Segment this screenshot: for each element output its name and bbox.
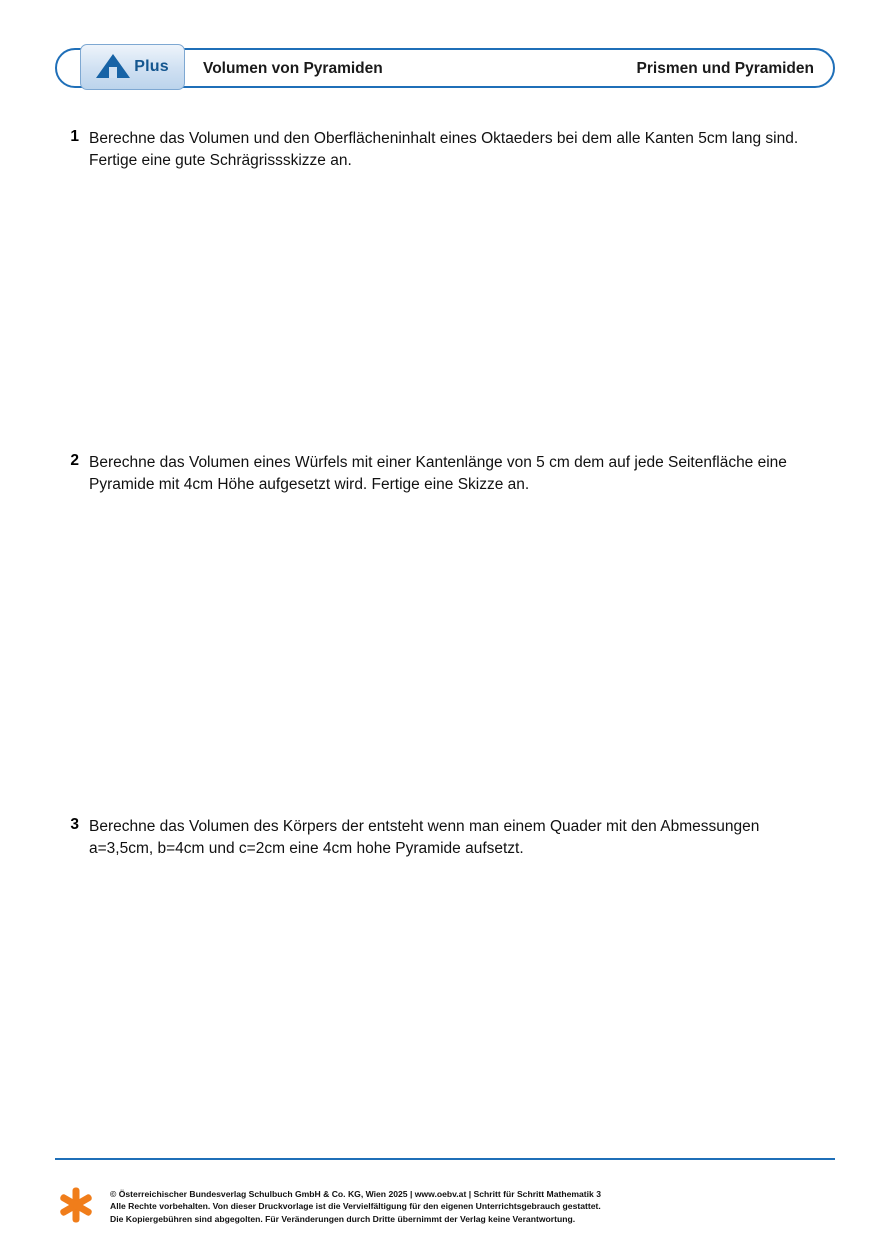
task-number: 2 xyxy=(70,452,79,469)
task-text: Berechne das Volumen eines Würfels mit einer Kantenlänge von 5 cm dem auf jede Seitenfläche eine Pyramide mit 4cm Höhe aufgesetzt wird. Fertige eine Skizze an. xyxy=(89,454,787,493)
task-number: 1 xyxy=(70,128,79,145)
star-burst-icon xyxy=(57,1186,95,1224)
task-text: Berechne das Volumen des Körpers der entsteht wenn man einem Quader mit den Abmessungen a=3,5cm, b=4cm und c=2cm eine 4cm hohe Pyramide aufsetzt. xyxy=(89,818,760,857)
plus-logo-label: Plus xyxy=(134,58,169,75)
chapter-title: Prismen und Pyramiden xyxy=(636,60,814,77)
footer-line-2: Alle Rechte vorbehalten. Von dieser Druckvorlage ist die Vervielfältigung für den eigenen Unterrichtsgebrauch gestattet. xyxy=(110,1201,601,1212)
task-number: 3 xyxy=(70,816,79,833)
task-item xyxy=(57,452,817,496)
plus-logo-badge xyxy=(80,44,185,90)
footer-line-3: Die Kopiergebühren sind abgegolten. Für Veränderungen durch Dritte übernimmt der Verlag keine Verantwortung. xyxy=(110,1213,576,1224)
footer-divider xyxy=(55,1158,835,1160)
task-item xyxy=(57,816,817,860)
task-item xyxy=(57,128,817,172)
task-text: Berechne das Volumen und den Oberflächeninhalt eines Oktaeders bei dem alle Kanten 5cm lang sind. Fertige eine gute Schrägrissskizze an. xyxy=(89,130,799,169)
footer-line-1: © Österreichischer Bundesverlag Schulbuch GmbH & Co. KG, Wien 2025 | www.oebv.at | Schritt für Schritt Mathematik 3 xyxy=(110,1189,601,1199)
triangle-plus-icon xyxy=(96,53,130,81)
page-title: Volumen von Pyramiden xyxy=(203,60,383,77)
footer-copyright xyxy=(110,1188,810,1225)
